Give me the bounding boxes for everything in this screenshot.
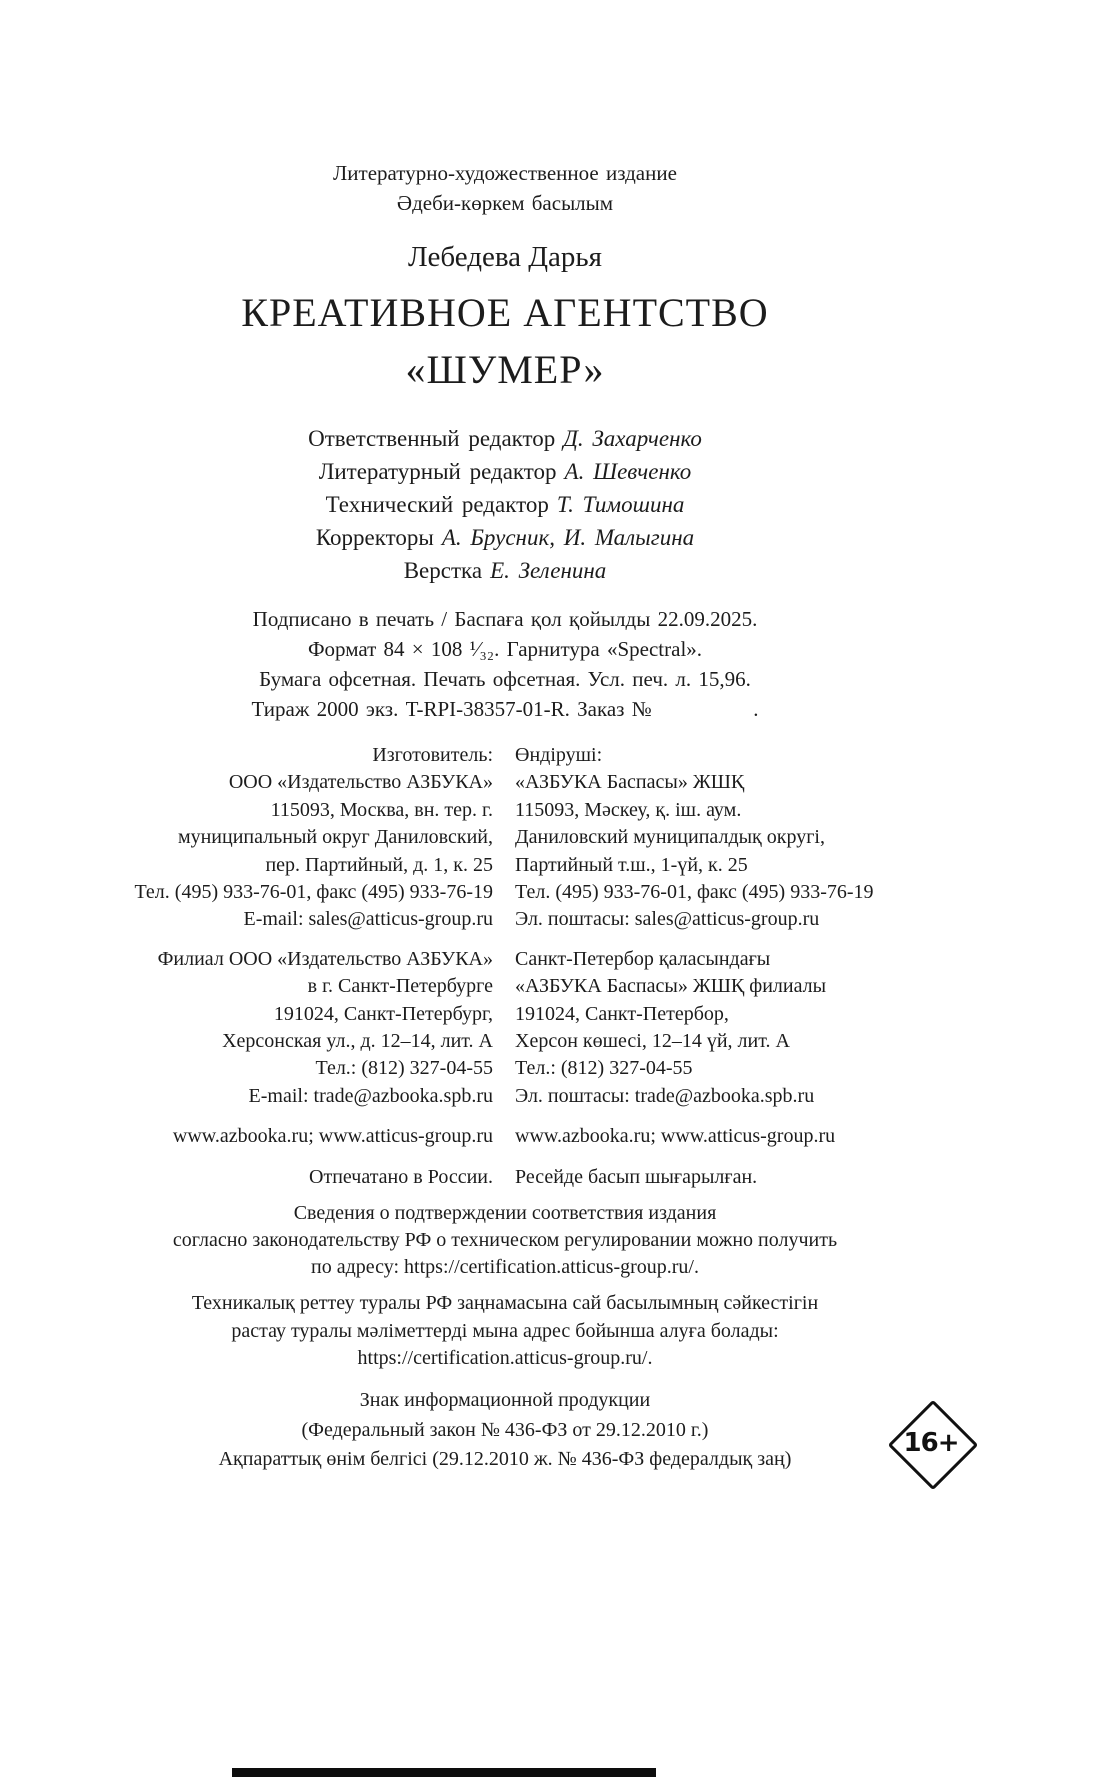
book-title-line2: «ШУМЕР» — [405, 347, 605, 392]
print-info-block — [90, 604, 920, 724]
edition-type-kz: Әдеби-көркем басылым — [396, 191, 614, 215]
print-info-line: Формат 84 × 108 ¹⁄₃₂. Гарнитура «Spectral». — [307, 637, 703, 661]
certification-ru-line: Сведения о подтверждении соответствия издания — [293, 1202, 717, 1224]
printed-in-section — [90, 1164, 920, 1191]
author-name: Лебедева Дарья — [408, 241, 602, 273]
branch-ru-line: Херсонская ул., д. 12–14, лит. А — [222, 1030, 493, 1053]
branch-kz-line: Санкт-Петербор қаласындағы — [515, 947, 771, 970]
credit-line: Корректоры А. Брусник, И. Малыгина — [315, 525, 695, 550]
branch-kz-line: 191024, Санкт-Петербор, — [515, 1002, 729, 1025]
manufacturer-ru-line: ООО «Издательство АЗБУКА» — [228, 771, 493, 794]
manufacturer-section — [90, 742, 920, 934]
certification-ru-url: по адресу: https://certification.atticus-group.ru/. — [311, 1256, 699, 1278]
credit-line: Ответственный редактор Д. Захарченко — [308, 426, 702, 451]
manufacturer-kz-line: 115093, Мәскеу, қ. іш. аум. — [515, 798, 742, 821]
websites-section — [90, 1123, 920, 1150]
info-sign-line: Знак информационной продукции — [359, 1389, 651, 1411]
manufacturer-ru-line: Изготовитель: — [372, 744, 493, 766]
edition-type-ru: Литературно-художественное издание — [333, 161, 677, 185]
printed-in-kz: Ресейде басып шығарылған. — [515, 1165, 758, 1188]
branch-ru-line: Филиал ООО «Издательство АЗБУКА» — [157, 947, 493, 970]
manufacturer-kz — [515, 742, 920, 934]
manufacturer-kz-line: Өндіруші: — [515, 744, 603, 766]
branch-kz-line: Тел.: (812) 327-04-55 — [515, 1057, 693, 1080]
manufacturer-ru-line: Тел. (495) 933-76-01, факс (495) 933-76-19 — [134, 881, 493, 904]
print-info-line: Подписано в печать / Баспаға қол қойылды 22.09.2025. — [252, 607, 758, 631]
branch-kz-line: Херсон көшесі, 12–14 үй, лит. А — [515, 1030, 790, 1053]
branch-ru-line: в г. Санкт-Петербурге — [307, 975, 493, 998]
branch-section — [90, 946, 920, 1110]
print-info-line: Бумага офсетная. Печать офсетная. Усл. печ. л. 15,96. — [259, 667, 751, 691]
manufacturer-kz-line: «АЗБУКА Баспасы» ЖШҚ — [515, 771, 745, 794]
manufacturer-ru-line: муниципальный округ Даниловский, — [177, 826, 493, 849]
age-rating-badge — [884, 1396, 978, 1490]
credit-line: Технический редактор Т. Тимошина — [325, 492, 685, 517]
print-info-line: Тираж 2000 экз. T-RPI-38357-01-R. Заказ № . — [251, 697, 759, 721]
certification-kz-block — [90, 1290, 920, 1373]
credits-block — [90, 422, 920, 587]
certification-ru-block — [90, 1200, 920, 1281]
websites-kz: www.azbooka.ru; www.atticus-group.ru — [515, 1125, 836, 1148]
manufacturer-ru-email: E-mail: sales@atticus-group.ru — [243, 908, 493, 931]
age-rating-label: 16+ — [903, 1428, 959, 1458]
certification-kz-line: Техникалық реттеу туралы РФ заңнамасына сай басылымның сәйкестігін — [191, 1292, 819, 1314]
publisher-columns — [90, 742, 920, 1191]
branch-kz — [515, 946, 920, 1110]
manufacturer-kz-line: Тел. (495) 933-76-01, факс (495) 933-76-19 — [515, 881, 874, 904]
branch-kz-email: Эл. поштасы: trade@azbooka.spb.ru — [515, 1084, 815, 1107]
manufacturer-ru-line: пер. Партийный, д. 1, к. 25 — [265, 853, 493, 876]
manufacturer-kz-line: Партийный т.ш., 1-үй, к. 25 — [515, 853, 748, 876]
manufacturer-ru — [90, 742, 493, 934]
branch-kz-line: «АЗБУКА Баспасы» ЖШҚ филиалы — [515, 975, 827, 998]
book-title — [90, 284, 920, 398]
branch-ru-line: Тел.: (812) 327-04-55 — [315, 1057, 493, 1080]
printed-in-ru: Отпечатано в России. — [309, 1165, 493, 1188]
manufacturer-kz-email: Эл. поштасы: sales@atticus-group.ru — [515, 908, 820, 931]
certification-kz-line: растау туралы мәліметтерді мына адрес бойынша алуға болады: — [231, 1319, 779, 1342]
edition-type-block — [90, 158, 920, 218]
credit-line: Литературный редактор А. Шевченко — [318, 459, 692, 484]
branch-ru — [90, 946, 493, 1110]
manufacturer-kz-line: Даниловский муниципалдық округі, — [515, 826, 825, 849]
manufacturer-ru-line: 115093, Москва, вн. тер. г. — [270, 798, 493, 821]
info-sign-line: Ақпараттық өнім белгісі (29.12.2010 ж. № 436-ФЗ федералдық заң) — [218, 1448, 792, 1470]
certification-ru-line: согласно законодательству РФ о техническом регулировании можно получить — [172, 1229, 838, 1251]
branch-ru-email: E-mail: trade@azbooka.spb.ru — [248, 1084, 493, 1107]
websites-ru: www.azbooka.ru; www.atticus-group.ru — [172, 1125, 493, 1148]
info-sign-line: (Федеральный закон № 436-ФЗ от 29.12.2010 г.) — [301, 1418, 709, 1441]
credit-line: Верстка Е. Зеленина — [403, 558, 607, 583]
book-title-line1: КРЕАТИВНОЕ АГЕНТСТВО — [241, 290, 769, 335]
bottom-bar — [232, 1768, 656, 1777]
branch-ru-line: 191024, Санкт-Петербург, — [273, 1002, 493, 1025]
info-product-sign-block — [90, 1386, 920, 1475]
certification-kz-url: https://certification.atticus-group.ru/. — [357, 1347, 653, 1369]
